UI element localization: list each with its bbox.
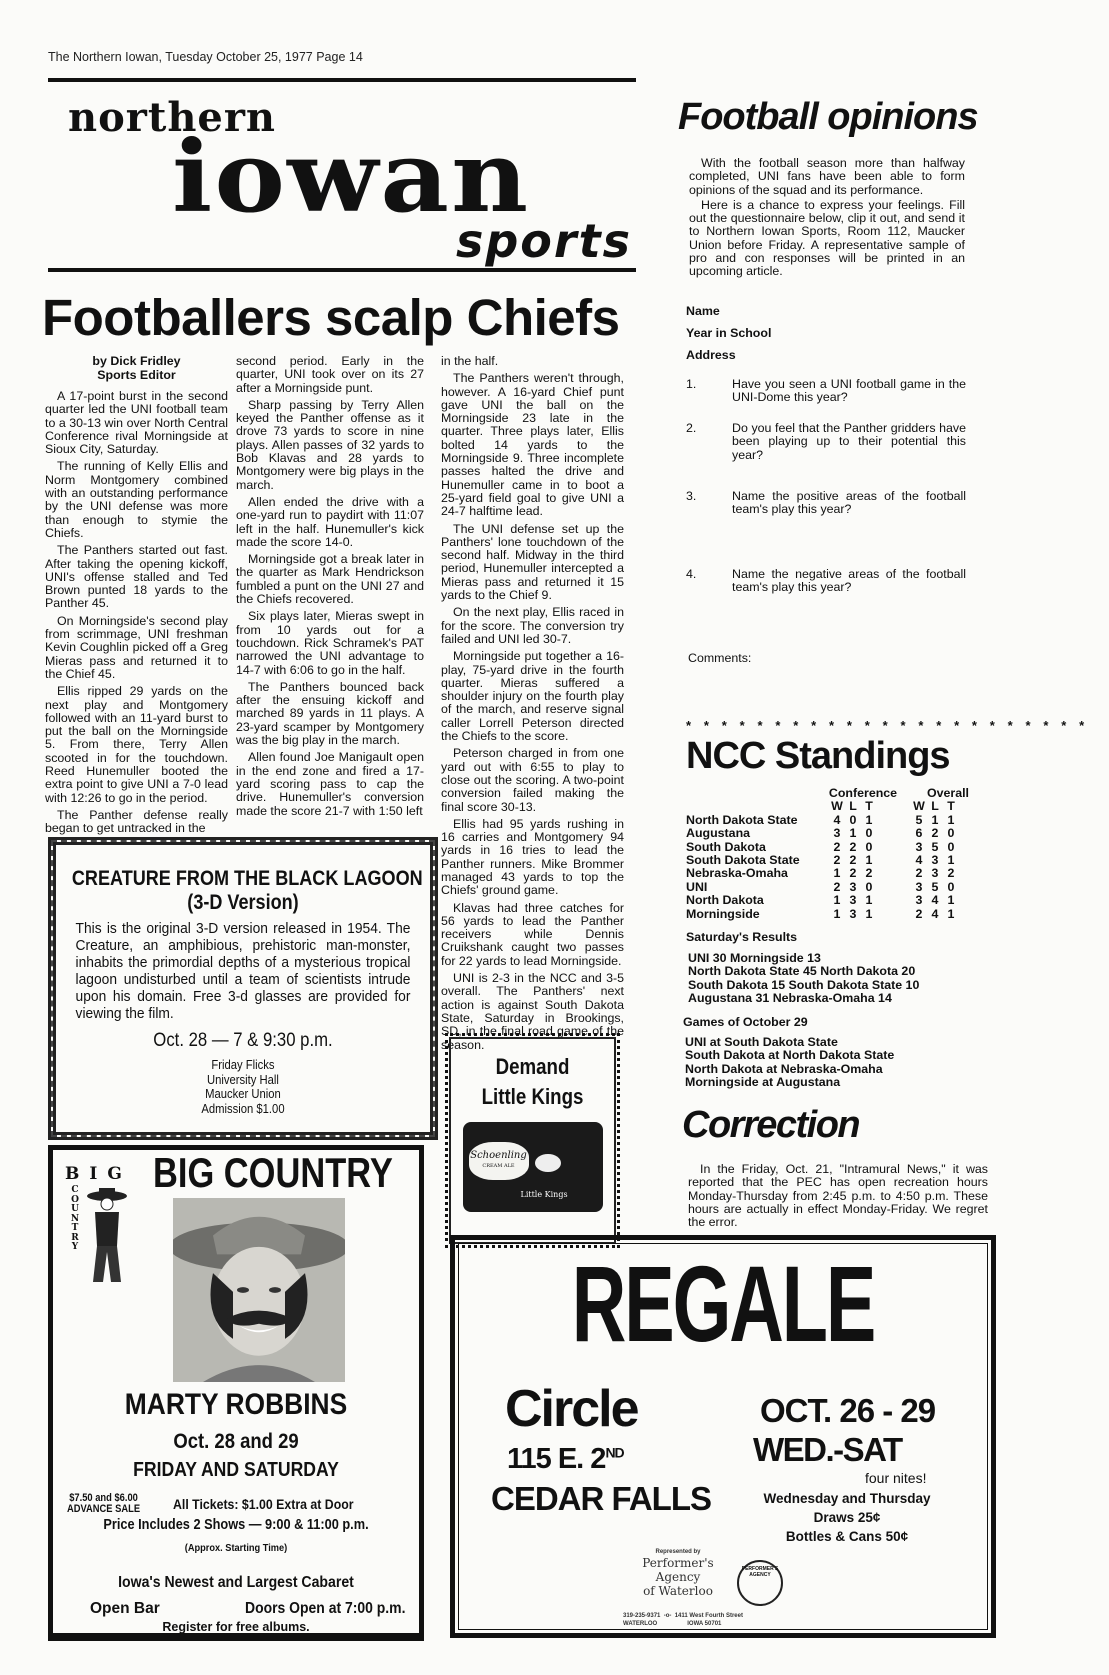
scheduled-game: North Dakota at Nebraska-Omaha bbox=[685, 1061, 883, 1076]
col-l: L bbox=[931, 799, 939, 814]
ad-border-bottom bbox=[48, 1636, 424, 1641]
article-paragraph: On Morningside's second play from scrimmage, UNI freshman Kevin Coughlin picked off a Greg Mieras pass and returned it to the Chief 45. bbox=[45, 613, 228, 681]
regale-title: REGALE bbox=[571, 1243, 875, 1364]
little-kings-ad bbox=[445, 1033, 620, 1248]
games-title: Games of October 29 bbox=[683, 1015, 808, 1029]
conference-header: Conference bbox=[828, 786, 898, 800]
event-days: WED.-SAT bbox=[753, 1431, 902, 1468]
seal-text: PERFORMER'S AGENCY bbox=[741, 1566, 779, 1578]
conference-record: 3 bbox=[833, 826, 841, 841]
standings-row bbox=[686, 908, 969, 921]
results-title: Saturday's Results bbox=[686, 930, 798, 944]
overall-record: 3 bbox=[915, 893, 923, 908]
conference-record: 2 bbox=[833, 839, 841, 854]
overall-record: 3 bbox=[931, 866, 939, 881]
divider bbox=[48, 78, 636, 82]
conference-record: 0 bbox=[865, 879, 873, 894]
advance-label: ADVANCE SALE bbox=[67, 1503, 141, 1515]
standings-group-header bbox=[686, 787, 969, 800]
comments-label[interactable]: Comments: bbox=[688, 651, 752, 665]
col-w: W bbox=[831, 799, 843, 814]
col-w: W bbox=[913, 799, 925, 814]
question-text: Name the negative areas of the football team's play this year? bbox=[732, 567, 966, 595]
conference-record: 2 bbox=[849, 839, 857, 854]
overall-record: 0 bbox=[947, 839, 955, 854]
divider bbox=[48, 268, 636, 272]
creature-ad-title: CREATURE FROM THE BLACK LAGOON bbox=[71, 867, 423, 890]
question-number: 1. bbox=[686, 377, 697, 391]
show-days: FRIDAY AND SATURDAY bbox=[133, 1459, 339, 1481]
crown-icon bbox=[535, 1154, 561, 1172]
article-paragraph: On the next play, Ellis raced in for the score. The conversion try failed and UNI led 30-7. bbox=[441, 605, 624, 646]
article-column-3 bbox=[441, 355, 624, 1056]
overall-header: Overall bbox=[926, 786, 969, 800]
overall-record: 5 bbox=[931, 839, 939, 854]
conference-record: 2 bbox=[849, 852, 857, 867]
agency-name: Performer's bbox=[642, 1556, 714, 1570]
scheduled-game: South Dakota at North Dakota State bbox=[685, 1048, 895, 1063]
conference-record: 0 bbox=[865, 826, 873, 841]
address-text: 115 E. 2 bbox=[507, 1443, 606, 1475]
team-name: North Dakota bbox=[686, 893, 764, 908]
creature-ad-body: This is the original 3-D version released in 1954. The Creature, an amphibious, prehistoric man-monster, inhabits the primordial depths of a mysterious tropical lagoon undisturbed until a team of scientists intrude upon his domain. Free 3-d glasses are provided for viewing the film. bbox=[75, 920, 411, 1022]
overall-record: 3 bbox=[915, 879, 923, 894]
overall-record: 1 bbox=[947, 893, 955, 908]
venue-line: University Hall bbox=[207, 1072, 279, 1087]
correction-title: Correction bbox=[682, 1104, 860, 1146]
masthead-sports: sports bbox=[456, 214, 632, 268]
regale-ad bbox=[450, 1235, 996, 1638]
beer-case-image bbox=[463, 1122, 603, 1212]
conference-record: 2 bbox=[849, 866, 857, 881]
venue-line: Maucker Union bbox=[205, 1087, 281, 1101]
conference-record: 3 bbox=[849, 893, 857, 908]
question-text: Name the positive areas of the football team's play this year? bbox=[732, 489, 966, 517]
col-l: L bbox=[849, 799, 857, 814]
show-dates: Oct. 28 and 29 bbox=[173, 1430, 299, 1453]
article-paragraph: UNI is 2-3 in the NCC and 3-5 overall. The Panthers' next action is against South Dakota State, Saturday in Brookings, SD, in the final road game of the season. bbox=[441, 971, 624, 1052]
cowboy-icon bbox=[83, 1186, 131, 1286]
article-paragraph: Morningside put together a 16-play, 75-yard drive in the fourth quarter. Mieras suffered a shoulder injury on the fourth play of the march, and reserve signal caller Lorrell Peterson directed the Chiefs to the score. bbox=[441, 649, 624, 744]
results-list bbox=[688, 952, 919, 1006]
article-column-1 bbox=[45, 355, 228, 840]
event-dates: OCT. 26 - 29 bbox=[760, 1392, 936, 1429]
conference-record: 1 bbox=[849, 826, 857, 841]
year-field-label[interactable]: Year in School bbox=[686, 326, 772, 340]
article-paragraph: Klavas had three catches for 56 yards to lead the Panther receivers while Dennis Cruikshank caught two passes for 22 yards to lead Morningside. bbox=[441, 900, 624, 968]
conference-record: 4 bbox=[833, 812, 841, 827]
article-paragraph: second period. Early in the quarter, UNI took over on its 27 after a Morningside punt. bbox=[236, 354, 424, 395]
intro-paragraph: With the football season more than halfway completed, UNI fans have been able to form opinions of the squad and its performance. bbox=[689, 156, 965, 197]
col-t: T bbox=[865, 799, 873, 814]
byline bbox=[45, 355, 228, 382]
open-bar: Open Bar bbox=[90, 1600, 160, 1617]
article-paragraph: in the half. bbox=[441, 354, 499, 368]
cabaret-tagline: Iowa's Newest and Largest Cabaret bbox=[118, 1574, 354, 1591]
standings-row bbox=[686, 854, 969, 867]
agency-street: 1411 West Fourth Street bbox=[674, 1613, 743, 1619]
article-paragraph: Ellis had 95 yards rushing in 16 carries and Montgomery 94 yards in 16 tries to lead the Panther runners. Mike Brommer managed 43 yards to top the Chiefs' ground game. bbox=[441, 816, 624, 898]
article-paragraph: The Panthers started out fast. After taking the opening kickoff, UNI's offense stalled and Ted Brown punted 18 yards to the Panther 45. bbox=[45, 543, 228, 611]
draws-price: Draws 25¢ bbox=[813, 1510, 881, 1525]
venue-address bbox=[507, 1442, 624, 1476]
advance-price: $7.50 and $6.00 bbox=[69, 1492, 138, 1504]
standings-row bbox=[686, 814, 969, 827]
big-country-ad bbox=[48, 1145, 424, 1638]
standings-title: NCC Standings bbox=[686, 735, 950, 777]
article-paragraph: The UNI defense set up the Panthers' lone touchdown of the second half. Midway in the third period, Hunemuller intercepted a Mieras pass and returned it 15 yards to the Chief 9. bbox=[441, 521, 624, 603]
agency-phone: 319-235-9371 bbox=[623, 1613, 661, 1619]
games-list bbox=[685, 1036, 894, 1090]
article-paragraph: The running of Kelly Ellis and Norm Montgomery combined with an outstanding performance by the UNI defense was more than enough to stymie the Chiefs. bbox=[45, 459, 228, 540]
bottles-price: Bottles & Cans 50¢ bbox=[785, 1529, 909, 1544]
correction-text: In the Friday, Oct. 21, "Intramural News," it was reported that the PEC has open recreation hours Monday-Thursday from 2:45 p.m. to 4:50 p.m. These hours are actually in effect Monday-Friday. We regret the error. bbox=[688, 1162, 988, 1230]
address-field-label[interactable]: Address bbox=[686, 348, 736, 362]
conference-record: 3 bbox=[849, 879, 857, 894]
question-1 bbox=[686, 378, 966, 405]
question-text: Have you seen a UNI football game in the UNI-Dome this year? bbox=[732, 377, 966, 405]
logo-country: COUNTRY bbox=[70, 1185, 80, 1252]
team-name: South Dakota bbox=[686, 839, 766, 854]
game-result: North Dakota State 45 North Dakota 20 bbox=[688, 964, 916, 979]
col-t: T bbox=[947, 799, 955, 814]
creature-ad-venue bbox=[91, 1058, 395, 1116]
register-albums: Register for free albums. bbox=[162, 1620, 310, 1634]
approx-time: (Approx. Starting Time) bbox=[184, 1542, 288, 1554]
logo-big: BIG bbox=[65, 1164, 132, 1184]
overall-record: 1 bbox=[931, 812, 939, 827]
creature-ad-subtitle: (3-D Version) bbox=[187, 891, 299, 914]
conference-record: 2 bbox=[865, 866, 873, 881]
team-name: Nebraska-Omaha bbox=[686, 866, 788, 881]
agency-city: WATERLOO bbox=[623, 1621, 658, 1627]
conference-record: 1 bbox=[865, 812, 873, 827]
overall-record: 3 bbox=[915, 839, 923, 854]
pack-label: Little Kings bbox=[520, 1190, 568, 1199]
agency-name: of Waterloo bbox=[643, 1584, 713, 1598]
article-paragraph: Allen ended the drive with a one-yard run to paydirt with 11:07 left in the half. Hunemuller's kick made the score 14-0. bbox=[236, 494, 424, 549]
article-paragraph: Ellis ripped 29 yards on the next play and Montgomery followed with an 11-yard burst to put the ball on the Morningside 5. From there, Terry Allen scooted in for the touchdown. Reed Hunemuller booted the extra point to give UNI a 7-0 lead with 12:26 to go in the period. bbox=[45, 684, 228, 805]
conference-record: 0 bbox=[865, 839, 873, 854]
doors-open: Doors Open at 7:00 p.m. bbox=[245, 1600, 406, 1617]
article-paragraph: Allen found Joe Manigault open in the end zone and fired a 17-yard scoring pass to cap the drive. Hunemuller's conversion made the score 21-7 with 1:50 left bbox=[236, 750, 424, 818]
beer-label bbox=[469, 1142, 529, 1180]
team-name: Augustana bbox=[686, 826, 751, 841]
creature-ad-showtime: Oct. 28 — 7 & 9:30 p.m. bbox=[153, 1030, 333, 1051]
overall-record: 2 bbox=[931, 826, 939, 841]
standings-row bbox=[686, 841, 969, 854]
game-result: UNI 30 Morningside 13 bbox=[688, 951, 821, 965]
question-2 bbox=[686, 422, 966, 462]
admission-price: Admission $1.00 bbox=[201, 1101, 285, 1116]
game-result: Augustana 31 Nebraska-Omaha 14 bbox=[688, 991, 892, 1006]
scheduled-game: UNI at South Dakota State bbox=[685, 1035, 838, 1049]
question-number: 2. bbox=[686, 421, 697, 435]
question-text: Do you feel that the Panther gridders have been playing up to their potential this year? bbox=[732, 421, 966, 462]
overall-record: 0 bbox=[947, 879, 955, 894]
overall-record: 3 bbox=[931, 852, 939, 867]
overall-record: 4 bbox=[931, 893, 939, 908]
address-suffix: ND bbox=[605, 1444, 624, 1461]
conference-record: 2 bbox=[833, 852, 841, 867]
article-paragraph: Peterson charged in from one yard out with 6:55 to play to close out the scoring. A two-point conversion failed making the final score 30-13. bbox=[441, 746, 624, 814]
team-name: South Dakota State bbox=[686, 852, 800, 867]
conference-record: 1 bbox=[833, 906, 841, 921]
overall-record: 1 bbox=[947, 812, 955, 827]
standings-row bbox=[686, 881, 969, 894]
overall-record: 0 bbox=[947, 826, 955, 841]
overall-record: 4 bbox=[915, 852, 923, 867]
team-name: North Dakota State bbox=[686, 812, 798, 827]
article-paragraph: Sharp passing by Terry Allen keyed the Panther offense as it drove 73 yards to score in nine plays. Allen passes of 32 yards to Bob Klavas and 28 yards to Montgomery were big plays in the march. bbox=[236, 397, 424, 492]
team-name: UNI bbox=[686, 879, 708, 894]
conference-record: 2 bbox=[833, 879, 841, 894]
article-paragraph: The Panthers weren't through, however. A 16-yard Chief punt gave UNI the ball on the Morningside 23 late in the quarter. Three plays later, Ellis bolted 14 yards to the Morningside 9. Three incomplete passes halted the drive and Hunemuller came in to boot a 25-yard field goal to give UNI a 24-7 halftime lead. bbox=[441, 371, 624, 519]
shows-info: Price Includes 2 Shows — 9:00 & 11:00 p.m. bbox=[103, 1517, 369, 1533]
standings-table bbox=[686, 787, 969, 921]
name-field-label[interactable]: Name bbox=[686, 304, 720, 318]
article-paragraph: Morningside got a break later in the quarter as Mark Hendrickson fumbled a punt on the UNI 27 and the Chiefs recovered. bbox=[236, 552, 424, 607]
represented-by: Represented by bbox=[655, 1549, 701, 1555]
advance-sale bbox=[67, 1493, 140, 1515]
overall-record: 1 bbox=[947, 906, 955, 921]
masthead-iowan: iowan bbox=[172, 120, 531, 235]
conference-record: 0 bbox=[849, 812, 857, 827]
beer-brand: Schoenling bbox=[470, 1150, 527, 1161]
big-country-logo bbox=[65, 1164, 135, 1252]
big-country-title: BIG COUNTRY bbox=[153, 1149, 393, 1196]
byline-author: by Dick Fridley bbox=[92, 354, 181, 368]
marty-robbins-photo bbox=[173, 1198, 345, 1382]
agency-name: Agency bbox=[655, 1570, 701, 1584]
overall-record: 5 bbox=[931, 879, 939, 894]
article-paragraph: A 17-point burst in the second quarter led the UNI football team to a 30-13 win over North Central Conference rival Morningside at Sioux City, Saturday. bbox=[45, 389, 228, 457]
conference-record: 1 bbox=[865, 893, 873, 908]
scheduled-game: Morningside at Augustana bbox=[685, 1075, 841, 1090]
overall-record: 5 bbox=[915, 812, 923, 827]
agency-state: IOWA 50701 bbox=[687, 1621, 722, 1627]
question-number: 4. bbox=[686, 567, 697, 581]
conference-record: 1 bbox=[865, 852, 873, 867]
overall-record: 2 bbox=[915, 906, 923, 921]
question-number: 3. bbox=[686, 489, 697, 503]
creature-ad bbox=[48, 837, 438, 1140]
agency-seal bbox=[737, 1560, 783, 1606]
beer-type: CREAM ALE bbox=[482, 1163, 515, 1169]
standings-row bbox=[686, 867, 969, 880]
question-3 bbox=[686, 490, 966, 517]
star-divider: * * * * * * * * * * * * * * * * * * * * * * * bbox=[686, 718, 1089, 733]
conference-record: 3 bbox=[849, 906, 857, 921]
byline-title: Sports Editor bbox=[97, 367, 176, 382]
venue-name: Circle bbox=[505, 1380, 638, 1438]
article-paragraph: The Panther defense really began to get untracked in the bbox=[45, 807, 228, 836]
agency-block bbox=[623, 1548, 733, 1598]
overall-record: 6 bbox=[915, 826, 923, 841]
agency-contact: 319-235-9371 -o- 1411 West Fourth Street WATERLOO IOWA 50701 bbox=[623, 1613, 743, 1627]
four-nites: four nites! bbox=[865, 1470, 927, 1486]
conference-record: 1 bbox=[833, 893, 841, 908]
venue-line: Friday Flicks bbox=[211, 1058, 275, 1072]
question-4 bbox=[686, 568, 966, 595]
door-price: All Tickets: $1.00 Extra at Door bbox=[173, 1496, 354, 1512]
dateline: The Northern Iowan, Tuesday October 25, 1977 Page 14 bbox=[48, 50, 363, 64]
overall-record: 2 bbox=[915, 866, 923, 881]
opinions-title: Football opinions bbox=[678, 96, 978, 138]
article-paragraph: The Panthers bounced back after the ensuing kickoff and marched 89 yards in 11 plays. A 23-yard scamper by Montgomery was the big play in the march. bbox=[236, 679, 424, 748]
standings-col-header bbox=[686, 800, 969, 813]
little-kings-line1: Demand bbox=[495, 1054, 570, 1079]
performer-name: MARTY ROBBINS bbox=[124, 1388, 348, 1421]
little-kings-line2: Little Kings bbox=[481, 1084, 584, 1109]
standings-row bbox=[686, 894, 969, 907]
article-headline: Footballers scalp Chiefs bbox=[42, 289, 620, 346]
conference-record: 1 bbox=[865, 906, 873, 921]
article-paragraph: Six plays later, Mieras swept in from 10 yards out for a touchdown. Rick Schramek's PAT narrowed the UNI advantage to 14-7 with 6:06 to go in the half. bbox=[236, 609, 424, 677]
team-name: Morningside bbox=[686, 906, 760, 921]
article-column-2 bbox=[236, 355, 424, 822]
conference-record: 1 bbox=[833, 866, 841, 881]
intro-paragraph: Here is a chance to express your feelings. Fill out the questionnaire below, clip it out, and send it to Northern Iowan Sports, Room 112, Maucker Union before Friday. A representative sample of pro and con responses will be printed in an upcoming article. bbox=[689, 197, 965, 279]
overall-record: 1 bbox=[947, 852, 955, 867]
venue-city: CEDAR FALLS bbox=[491, 1480, 711, 1517]
overall-record: 4 bbox=[931, 906, 939, 921]
standings-row bbox=[686, 827, 969, 840]
opinions-intro bbox=[689, 157, 965, 281]
masthead-northern: northern bbox=[68, 94, 276, 141]
special-days: Wednesday and Thursday bbox=[763, 1491, 931, 1506]
overall-record: 2 bbox=[947, 866, 955, 881]
game-result: South Dakota 15 South Dakota State 10 bbox=[688, 977, 920, 992]
